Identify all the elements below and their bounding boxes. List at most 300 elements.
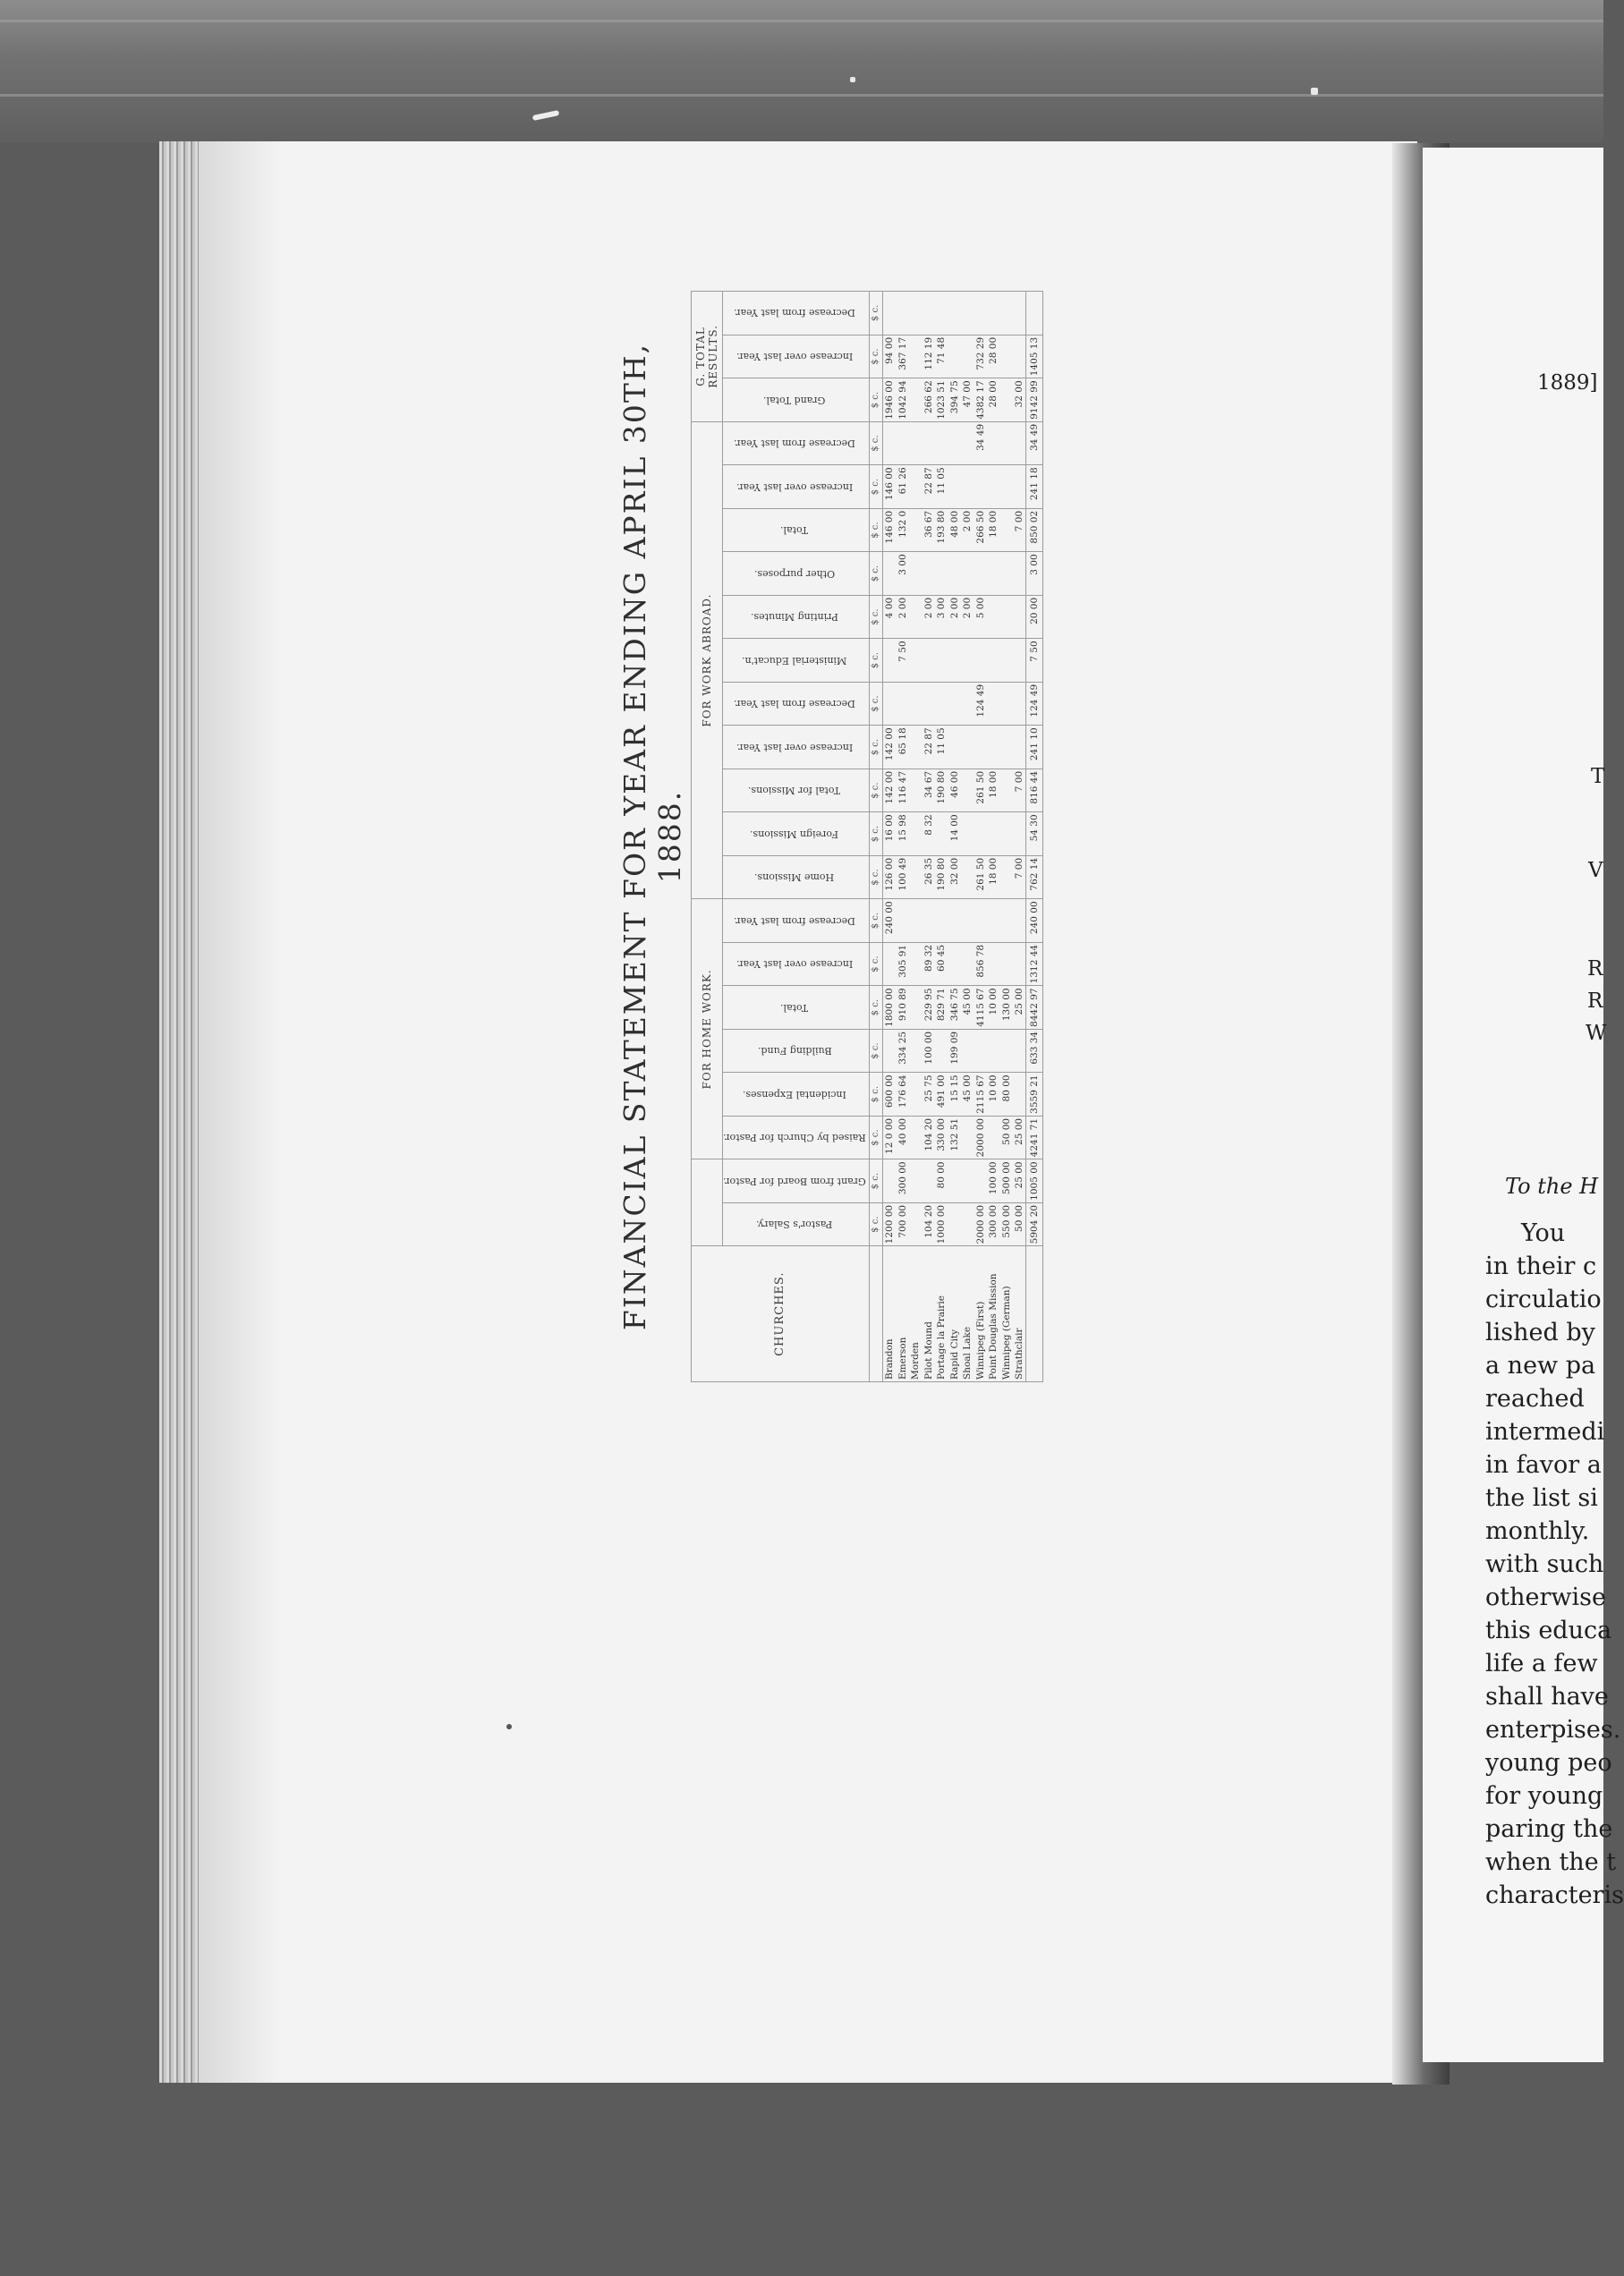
table-cell [922, 1159, 935, 1203]
table-cell: 45 00 [961, 986, 974, 1030]
table-cell [961, 639, 974, 683]
church-name: Shoal Lake [961, 1246, 974, 1382]
table-cell [882, 421, 896, 465]
table-cell: 80 00 [935, 1159, 948, 1203]
church-name: Rapid City [948, 1246, 961, 1382]
total-cell: 8442 97 [1026, 986, 1043, 1030]
table-cell [882, 1029, 896, 1073]
table-cell: 100 00 [987, 1159, 1000, 1203]
table-cell: 25 00 [1013, 1159, 1026, 1203]
unit-cell: $ c. [869, 812, 882, 856]
column-header: Pastor's Salary. [723, 1202, 870, 1246]
table-cell [961, 552, 974, 596]
statement-title: FINANCIAL STATEMENT FOR YEAR ENDING APRIL 30TH, 1888. [617, 342, 687, 1331]
table-cell: 18 00 [987, 508, 1000, 552]
scan-speck [850, 77, 855, 82]
table-cell [1013, 1073, 1026, 1117]
table-cell [882, 1159, 896, 1203]
table-cell [948, 1202, 961, 1246]
column-header: Decrease from last Year. [723, 421, 870, 465]
table-cell: 1200 00 [882, 1202, 896, 1246]
unit-cell: $ c. [869, 552, 882, 596]
paragraph-line: characteris [1485, 1881, 1624, 1909]
table-cell [909, 335, 923, 378]
table-cell: 18 00 [987, 855, 1000, 899]
table-cell: 80 00 [999, 1073, 1013, 1117]
church-name: Point Douglas Mission [987, 1246, 1000, 1382]
column-header: Grand Total. [723, 378, 870, 422]
facing-page-year: 1889] [1537, 371, 1598, 395]
table-cell: 124 49 [974, 682, 987, 726]
table-row [935, 292, 948, 1382]
table-cell: 89 32 [922, 942, 935, 986]
paragraph-line: in their c [1485, 1253, 1597, 1280]
table-cell: 25 00 [1013, 1116, 1026, 1159]
total-cell [1026, 292, 1043, 335]
paragraph-line: the list si [1485, 1484, 1598, 1512]
table-cell [961, 1029, 974, 1073]
table-cell [1013, 292, 1026, 335]
table-cell [987, 465, 1000, 509]
total-cell: 241 18 [1026, 465, 1043, 509]
table-cell: 146 00 [882, 465, 896, 509]
unit-cell: $ c. [869, 1202, 882, 1246]
unit-cell: $ c. [869, 1073, 882, 1117]
table-cell [922, 899, 935, 943]
column-header: Total. [723, 508, 870, 552]
table-cell [909, 1159, 923, 1203]
table-cell: 32 00 [948, 855, 961, 899]
unit-cell: $ c. [869, 986, 882, 1030]
table-cell: 1023 51 [935, 378, 948, 422]
paragraph-line: shall have [1485, 1683, 1609, 1711]
table-cell [909, 899, 923, 943]
table-cell [948, 421, 961, 465]
paragraph-line: for young [1485, 1782, 1603, 1810]
table-cell [935, 1029, 948, 1073]
table-cell: 7 00 [1013, 855, 1026, 899]
table-cell [999, 855, 1013, 899]
table-row [922, 292, 935, 1382]
table-cell [935, 812, 948, 856]
column-header: Increase over last Year. [723, 465, 870, 509]
table-cell [961, 855, 974, 899]
column-header: Grant from Board for Pastor. [723, 1159, 870, 1203]
table-row [961, 292, 974, 1382]
table-cell: 229 95 [922, 986, 935, 1030]
table-cell [909, 639, 923, 683]
table-cell [974, 292, 987, 335]
table-cell [961, 942, 974, 986]
column-header: Total. [723, 986, 870, 1030]
table-cell [1013, 639, 1026, 683]
paragraph-line: a new pa [1485, 1352, 1596, 1380]
financial-statement [617, 291, 1297, 1382]
table-cell [882, 292, 896, 335]
table-cell [948, 942, 961, 986]
table-cell: 2115 67 [974, 1073, 987, 1117]
table-row [882, 292, 896, 1382]
table-cell: 94 00 [882, 335, 896, 378]
table-row [948, 292, 961, 1382]
table-cell: 829 71 [935, 986, 948, 1030]
total-cell: 5904 20 [1026, 1202, 1043, 1246]
table-cell: 25 00 [1013, 986, 1026, 1030]
table-cell: 2 00 [896, 595, 909, 639]
paragraph-line: enterpises. [1485, 1716, 1621, 1744]
churches-header: CHURCHES. [692, 1246, 870, 1382]
table-cell: 130 00 [999, 986, 1013, 1030]
table-cell [882, 682, 896, 726]
church-name: Brandon [882, 1246, 896, 1382]
table-cell: 732 29 [974, 335, 987, 378]
unit-cell: $ c. [869, 682, 882, 726]
table-cell: 190 80 [935, 855, 948, 899]
table-cell: 2000 00 [974, 1202, 987, 1246]
table-cell: 4 00 [882, 595, 896, 639]
table-cell [948, 726, 961, 769]
total-cell: 762 14 [1026, 855, 1043, 899]
table-cell [922, 639, 935, 683]
table-cell [987, 421, 1000, 465]
table-cell: 334 25 [896, 1029, 909, 1073]
table-cell [935, 552, 948, 596]
table-row [909, 292, 923, 1382]
table-cell [909, 942, 923, 986]
table-cell: 261 50 [974, 769, 987, 812]
total-cell: 816 44 [1026, 769, 1043, 812]
table-cell: 176 64 [896, 1073, 909, 1117]
paragraph-line: You [1521, 1219, 1566, 1247]
table-cell [987, 639, 1000, 683]
table-cell [948, 465, 961, 509]
table-cell: 132 51 [948, 1116, 961, 1159]
table-cell: 1800 00 [882, 986, 896, 1030]
column-header: Total for Missions. [723, 769, 870, 812]
total-cell: 240 00 [1026, 899, 1043, 943]
church-name: Winnipeg (German) [999, 1246, 1013, 1382]
table-cell [961, 726, 974, 769]
table-cell: 50 00 [999, 1116, 1013, 1159]
table-cell [1013, 595, 1026, 639]
table-row [1013, 292, 1026, 1382]
table-cell: 104 20 [922, 1202, 935, 1246]
table-cell: 240 00 [882, 899, 896, 943]
book-page-edges [159, 141, 199, 2083]
paragraph-line: life a few [1485, 1650, 1598, 1677]
column-header: Home Missions. [723, 855, 870, 899]
table-cell: 112 19 [922, 335, 935, 378]
table-cell [909, 292, 923, 335]
table-cell: 50 00 [1013, 1202, 1026, 1246]
church-name: Emerson [896, 1246, 909, 1382]
table-cell [948, 552, 961, 596]
total-cell: 3 00 [1026, 552, 1043, 596]
unit-cell: $ c. [869, 899, 882, 943]
table-cell: 26 35 [922, 855, 935, 899]
table-cell [948, 899, 961, 943]
table-cell [948, 1159, 961, 1203]
table-cell [974, 726, 987, 769]
table-cell [909, 726, 923, 769]
column-header: Foreign Missions. [723, 812, 870, 856]
home-work-header: FOR HOME WORK. [692, 899, 723, 1159]
table-cell [948, 292, 961, 335]
table-cell [882, 639, 896, 683]
table-cell [1013, 1029, 1026, 1073]
total-cell: 124 49 [1026, 682, 1043, 726]
table-cell: 11 05 [935, 465, 948, 509]
table-cell [1013, 421, 1026, 465]
table-cell: 346 75 [948, 986, 961, 1030]
table-cell [935, 682, 948, 726]
table-cell: 28 00 [987, 335, 1000, 378]
table-cell [935, 421, 948, 465]
table-cell [987, 726, 1000, 769]
table-cell: 12 0 00 [882, 1116, 896, 1159]
table-cell [987, 595, 1000, 639]
paragraph-line: this educa [1485, 1617, 1612, 1644]
unit-cell: $ c. [869, 508, 882, 552]
unit-cell: $ c. [869, 292, 882, 335]
table-cell [1013, 942, 1026, 986]
table-cell [948, 639, 961, 683]
unit-cell: $ c. [869, 1116, 882, 1159]
table-cell: 2000 00 [974, 1116, 987, 1159]
table-cell [1013, 335, 1026, 378]
table-cell: 142 00 [882, 769, 896, 812]
paragraph-line: paring the [1485, 1815, 1613, 1843]
unit-cell [869, 1246, 882, 1382]
table-cell [896, 292, 909, 335]
facing-page-letter: R [1587, 957, 1603, 981]
column-header: Increase over last Year. [723, 726, 870, 769]
table-cell [909, 508, 923, 552]
total-cell: 1405 13 [1026, 335, 1043, 378]
table-cell [909, 595, 923, 639]
statement-table [691, 291, 1043, 1382]
unit-cell: $ c. [869, 726, 882, 769]
table-cell [909, 1029, 923, 1073]
church-name: Morden [909, 1246, 923, 1382]
paragraph-line: when the t [1485, 1848, 1617, 1876]
table-cell [909, 1202, 923, 1246]
table-cell: 2 00 [961, 595, 974, 639]
table-cell [974, 1029, 987, 1073]
table-cell [999, 769, 1013, 812]
church-name: Pilot Mound [922, 1246, 935, 1382]
paragraph-line: in favor a [1485, 1451, 1602, 1479]
table-cell: 15 98 [896, 812, 909, 856]
facing-page-letter: R [1587, 989, 1603, 1013]
table-cell [922, 421, 935, 465]
unit-cell: $ c. [869, 378, 882, 422]
pastor-group-header [692, 1159, 723, 1246]
column-header: Printing Minutes. [723, 595, 870, 639]
table-cell [896, 421, 909, 465]
table-cell [999, 465, 1013, 509]
table-cell: 3 00 [896, 552, 909, 596]
table-cell [1013, 812, 1026, 856]
table-cell [909, 552, 923, 596]
total-cell: 9142 99 [1026, 378, 1043, 422]
paragraph-line: intermedi [1485, 1418, 1605, 1446]
table-cell [999, 378, 1013, 422]
table-cell [909, 421, 923, 465]
total-cell: 54 30 [1026, 812, 1043, 856]
table-cell [987, 292, 1000, 335]
paragraph-line: reached [1485, 1385, 1585, 1413]
table-cell [999, 726, 1013, 769]
table-cell: 300 00 [896, 1159, 909, 1203]
table-cell: 34 67 [922, 769, 935, 812]
table-cell [999, 812, 1013, 856]
table-cell: 7 00 [1013, 508, 1026, 552]
table-cell: 367 17 [896, 335, 909, 378]
column-header: Raised by Church for Pastor. [723, 1116, 870, 1159]
table-row [896, 292, 909, 1382]
table-cell: 305 91 [896, 942, 909, 986]
table-cell [974, 812, 987, 856]
table-cell [961, 1159, 974, 1203]
table-cell: 7 50 [896, 639, 909, 683]
table-cell: 300 00 [987, 1202, 1000, 1246]
table-cell [987, 552, 1000, 596]
table-cell: 71 48 [935, 335, 948, 378]
facing-page-salutation: To the H [1505, 1174, 1599, 1199]
table-cell [987, 1029, 1000, 1073]
facing-page-letter: W [1586, 1022, 1607, 1045]
table-cell: 1042 94 [896, 378, 909, 422]
table-cell [987, 1116, 1000, 1159]
table-cell: 100 00 [922, 1029, 935, 1073]
paragraph-line: with such [1485, 1550, 1604, 1578]
table-cell [999, 899, 1013, 943]
column-header: Increase over last Year. [723, 942, 870, 986]
table-cell [948, 682, 961, 726]
table-cell: 126 00 [882, 855, 896, 899]
table-cell [999, 552, 1013, 596]
table-cell: 146 00 [882, 508, 896, 552]
table-cell [961, 465, 974, 509]
total-results-header: G. TOTAL RESULTS. [692, 292, 723, 422]
table-cell [882, 942, 896, 986]
column-header: Increase over last Year. [723, 335, 870, 378]
table-cell [974, 639, 987, 683]
unit-cell: $ c. [869, 639, 882, 683]
table-cell [909, 465, 923, 509]
table-cell: 550 00 [999, 1202, 1013, 1246]
total-cell: 850 02 [1026, 508, 1043, 552]
facing-page-letter: T [1591, 765, 1605, 788]
table-cell [909, 1116, 923, 1159]
table-cell: 2 00 [961, 508, 974, 552]
unit-cell: $ c. [869, 855, 882, 899]
table-cell [922, 552, 935, 596]
table-cell: 8 32 [922, 812, 935, 856]
table-cell [961, 335, 974, 378]
column-header: Building Fund. [723, 1029, 870, 1073]
table-cell [1013, 552, 1026, 596]
column-header: Other purposes. [723, 552, 870, 596]
table-cell: 4382 17 [974, 378, 987, 422]
total-cell: 4241 71 [1026, 1116, 1043, 1159]
table-cell [909, 986, 923, 1030]
table-cell: 190 80 [935, 769, 948, 812]
table-cell [948, 335, 961, 378]
church-name: Portage la Prairie [935, 1246, 948, 1382]
table-cell: 16 00 [882, 812, 896, 856]
page-speck [506, 1724, 512, 1729]
table-cell [909, 1073, 923, 1117]
table-cell [974, 552, 987, 596]
total-cell: 20 00 [1026, 595, 1043, 639]
table-cell [896, 682, 909, 726]
table-cell [999, 595, 1013, 639]
table-cell: 600 00 [882, 1073, 896, 1117]
table-cell: 261 50 [974, 855, 987, 899]
table-cell [922, 292, 935, 335]
table-cell: 491 00 [935, 1073, 948, 1117]
table-cell: 1000 00 [935, 1202, 948, 1246]
table-cell: 7 00 [1013, 769, 1026, 812]
table-cell: 11 05 [935, 726, 948, 769]
table-cell [961, 812, 974, 856]
paragraph-line: otherwise [1485, 1584, 1606, 1611]
table-cell [987, 812, 1000, 856]
total-cell: 1005 00 [1026, 1159, 1043, 1203]
work-abroad-header: FOR WORK ABROAD. [692, 421, 723, 899]
table-cell [961, 1116, 974, 1159]
scan-line [0, 94, 1603, 97]
table-cell: 45 00 [961, 1073, 974, 1117]
table-cell [1013, 465, 1026, 509]
unit-cell: $ c. [869, 465, 882, 509]
table-cell: 3 00 [935, 595, 948, 639]
table-cell: 10 00 [987, 1073, 1000, 1117]
table-cell: 700 00 [896, 1202, 909, 1246]
table-cell: 2 00 [922, 595, 935, 639]
table-cell: 47 00 [961, 378, 974, 422]
table-cell [1013, 726, 1026, 769]
table-cell: 266 50 [974, 508, 987, 552]
table-cell [909, 378, 923, 422]
table-cell: 193 80 [935, 508, 948, 552]
table-cell: 60 45 [935, 942, 948, 986]
table-cell [909, 855, 923, 899]
table-cell: 2 00 [948, 595, 961, 639]
table-row [974, 292, 987, 1382]
table-cell: 266 62 [922, 378, 935, 422]
total-cell: 1312 44 [1026, 942, 1043, 986]
paragraph-line: lished by [1485, 1319, 1595, 1346]
table-cell: 28 00 [987, 378, 1000, 422]
table-cell: 116 47 [896, 769, 909, 812]
table-cell [961, 682, 974, 726]
table-cell [961, 292, 974, 335]
table-cell: 910 89 [896, 986, 909, 1030]
table-cell: 22 87 [922, 465, 935, 509]
church-name: Strathclair [1013, 1246, 1026, 1382]
table-cell [922, 682, 935, 726]
table-cell: 142 00 [882, 726, 896, 769]
unit-cell: $ c. [869, 769, 882, 812]
table-cell [961, 421, 974, 465]
table-cell [909, 682, 923, 726]
table-cell: 34 49 [974, 421, 987, 465]
total-cell: 7 50 [1026, 639, 1043, 683]
table-cell [935, 899, 948, 943]
